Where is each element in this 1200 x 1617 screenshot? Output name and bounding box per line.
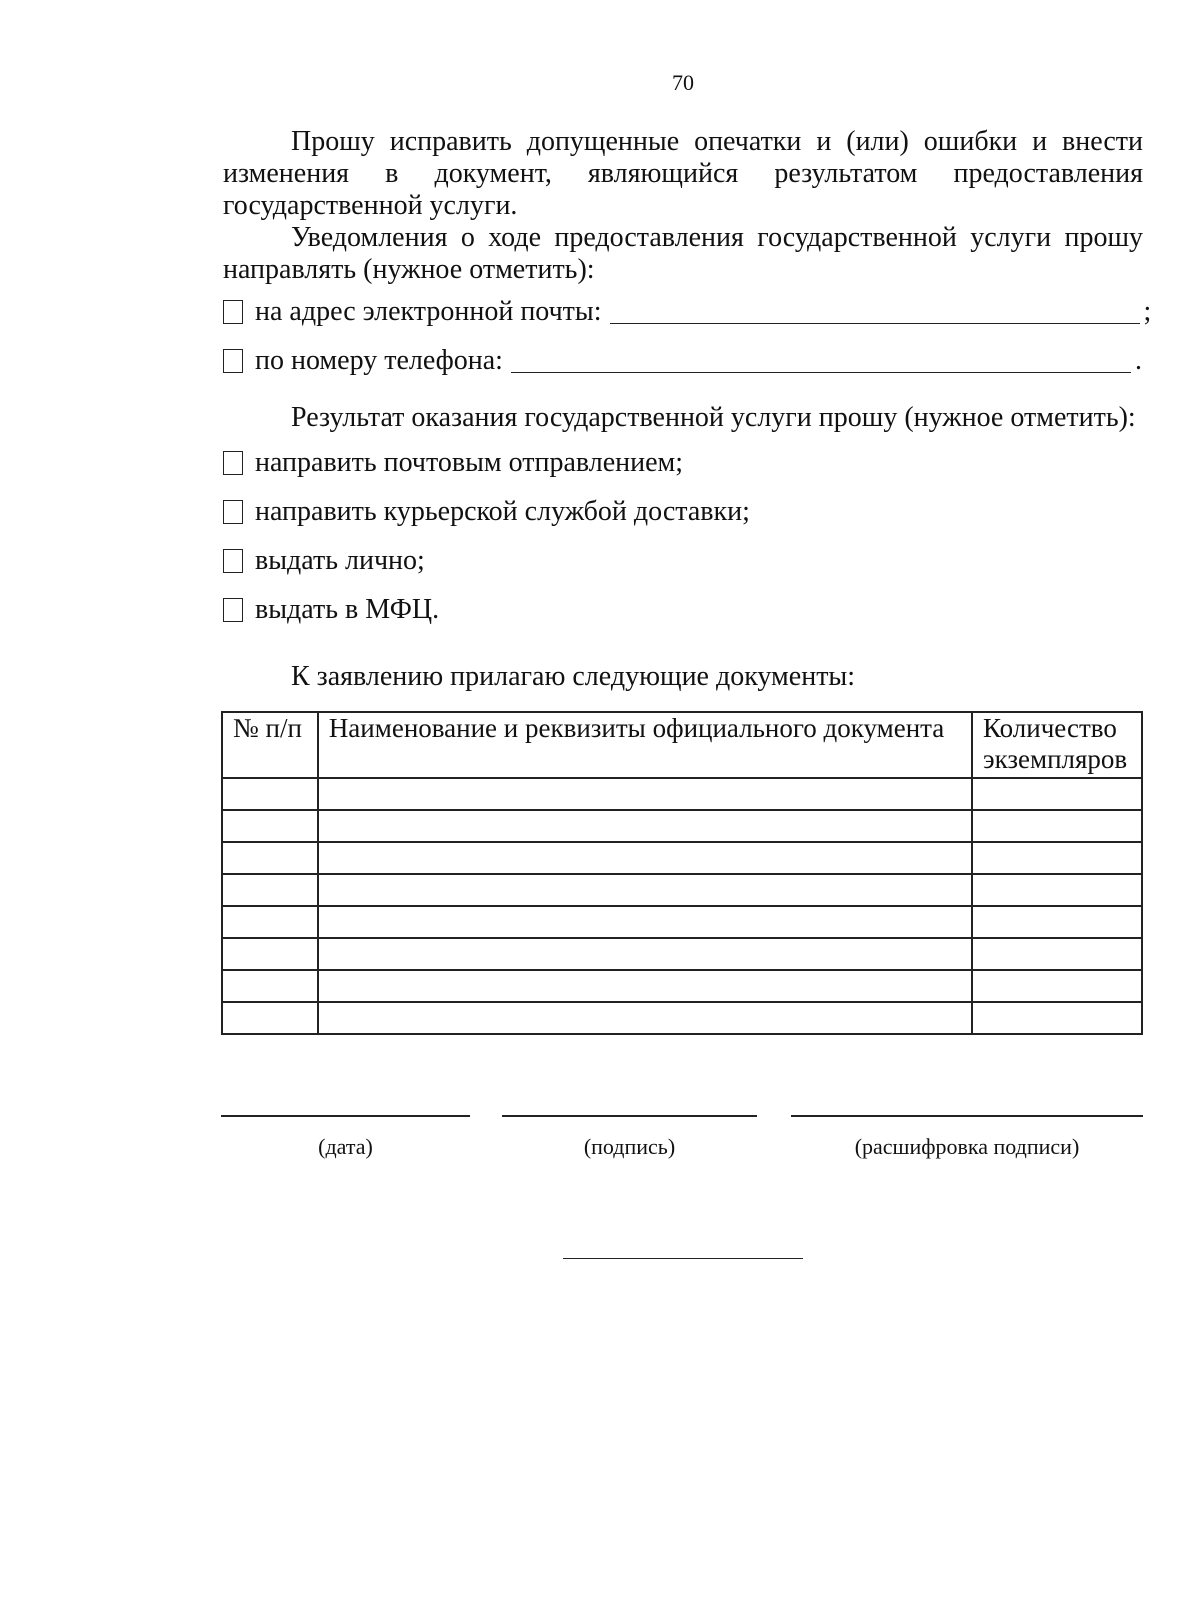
table-cell[interactable] (222, 1002, 318, 1034)
column-header-name: Наименование и реквизиты официального документа (318, 712, 972, 778)
result-personal-checkbox[interactable] (223, 549, 243, 573)
email-field[interactable] (610, 301, 1140, 324)
table-cell[interactable] (972, 778, 1142, 810)
table-cell[interactable] (972, 906, 1142, 938)
table-cell[interactable] (972, 1002, 1142, 1034)
table-row (222, 1002, 1142, 1034)
phone-option-label: по номеру телефона: (255, 345, 503, 376)
email-end: ; (1143, 296, 1152, 327)
column-header-quantity: Количество экземпляров (972, 712, 1142, 778)
email-checkbox[interactable] (223, 300, 243, 324)
column-header-number: № п/п (222, 712, 318, 778)
signature-caption: (подпись) (583, 1134, 676, 1159)
result-courier-label: направить курьерской службой доставки; (255, 496, 750, 527)
result-option-mfc (223, 594, 439, 626)
request-line-3: государственной услуги. (223, 190, 518, 221)
table-cell[interactable] (318, 810, 972, 842)
table-cell[interactable] (318, 970, 972, 1002)
request-line-2: изменения в документ, являющийся результатом предоставления (223, 158, 1143, 189)
phone-option (223, 345, 1142, 377)
signature-decoding-line[interactable] (791, 1115, 1143, 1117)
result-mail-checkbox[interactable] (223, 451, 243, 475)
table-cell[interactable] (318, 1002, 972, 1034)
table-cell[interactable] (972, 874, 1142, 906)
table-cell[interactable] (222, 778, 318, 810)
request-line-1: Прошу исправить допущенные опечатки и (или) ошибки и внести (291, 126, 1143, 157)
request-paragraph (223, 126, 1143, 222)
date-caption: (дата) (318, 1134, 373, 1159)
table-row (222, 778, 1142, 810)
phone-field[interactable] (511, 350, 1131, 373)
table-row (222, 970, 1142, 1002)
table-cell[interactable] (222, 874, 318, 906)
notifications-line-2: направлять (нужное отметить): (223, 254, 595, 285)
date-line[interactable] (221, 1115, 470, 1117)
table-cell[interactable] (972, 970, 1142, 1002)
result-mail-label: направить почтовым отправлением; (255, 447, 684, 478)
signature-decoding-caption: (расшифровка подписи) (854, 1134, 1080, 1159)
table-cell[interactable] (318, 778, 972, 810)
table-cell[interactable] (972, 842, 1142, 874)
result-option-personal (223, 545, 425, 577)
signature-line[interactable] (502, 1115, 757, 1117)
phone-checkbox[interactable] (223, 349, 243, 373)
page-number: 70 (672, 70, 694, 95)
table-cell[interactable] (222, 970, 318, 1002)
result-courier-checkbox[interactable] (223, 500, 243, 524)
table-row (222, 842, 1142, 874)
table-row (222, 906, 1142, 938)
phone-end: . (1134, 345, 1142, 376)
table-cell[interactable] (318, 874, 972, 906)
table-cell[interactable] (222, 938, 318, 970)
table-row (222, 938, 1142, 970)
result-personal-label: выдать лично; (255, 545, 425, 576)
result-mfc-checkbox[interactable] (223, 598, 243, 622)
table-cell[interactable] (222, 842, 318, 874)
table-cell[interactable] (972, 810, 1142, 842)
email-option (223, 296, 1151, 328)
result-mfc-label: выдать в МФЦ. (255, 594, 440, 625)
result-option-courier (223, 496, 750, 528)
table-cell[interactable] (222, 906, 318, 938)
table-cell[interactable] (222, 810, 318, 842)
table-cell[interactable] (318, 906, 972, 938)
attachments-heading: К заявлению прилагаю следующие документы: (291, 661, 856, 692)
attachments-table (221, 711, 1143, 1035)
table-cell[interactable] (972, 938, 1142, 970)
closing-separator (563, 1258, 803, 1259)
table-row (222, 874, 1142, 906)
result-option-mail (223, 447, 683, 479)
notifications-paragraph (223, 222, 1143, 286)
table-row (222, 810, 1142, 842)
email-option-label: на адрес электронной почты: (255, 296, 602, 327)
result-heading: Результат оказания государственной услуги прошу (нужное отметить): (291, 402, 1136, 433)
notifications-line-1: Уведомления о ходе предоставления государственной услуги прошу (291, 222, 1143, 253)
table-cell[interactable] (318, 842, 972, 874)
table-header-row (222, 712, 1142, 778)
table-cell[interactable] (318, 938, 972, 970)
